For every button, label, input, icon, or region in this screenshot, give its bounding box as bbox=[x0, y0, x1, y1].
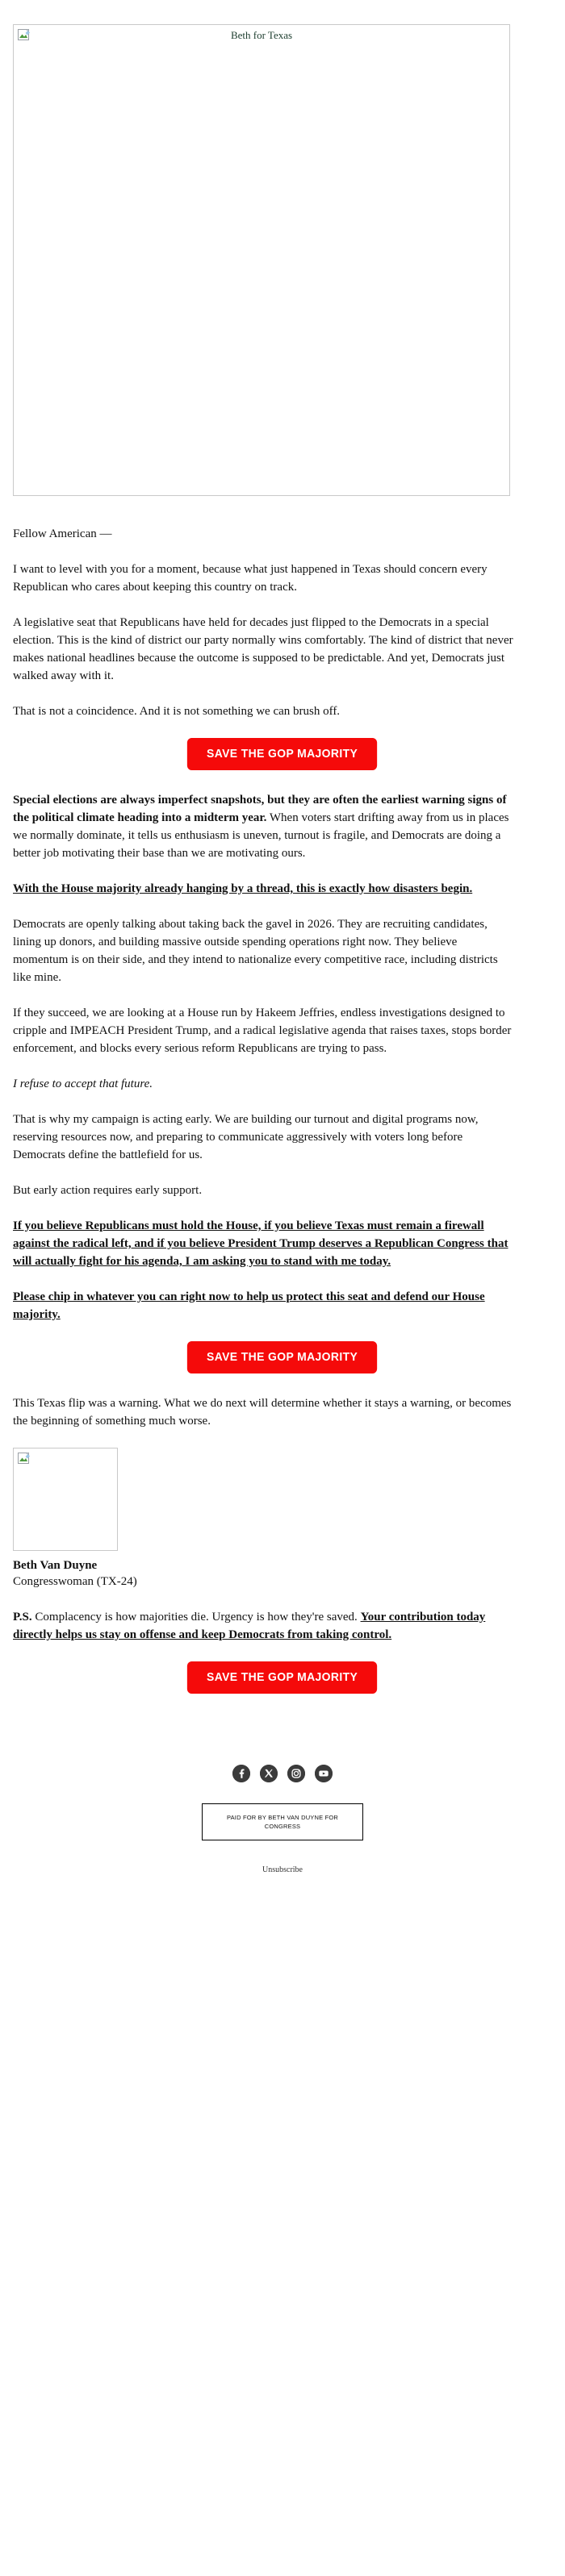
postscript bbox=[13, 1608, 513, 1644]
letter-body bbox=[0, 525, 565, 720]
hero-bottom-spacer bbox=[0, 496, 565, 525]
cta-row-3 bbox=[0, 1661, 565, 1694]
stand-with-me-link[interactable]: If you believe Republicans must hold the House, if you believe Texas must remain a firewall against the radical left, and if you believe President Trump deserves a Republican Congress that will actually fight for his agenda, I am asking you to stand with me today. bbox=[13, 1219, 508, 1268]
hero-image-alt-text: Beth for Texas bbox=[230, 29, 293, 41]
paragraph-9: That is why my campaign is acting early. We are building our turnout and digital programs now, reserving resources now, and preparing to communicate aggressively with voters long before Democrats define the battlefield for us. bbox=[13, 1113, 479, 1161]
chip-in-link[interactable]: Please chip in whatever you can right now to help us protect this seat and defend our House majority. bbox=[13, 1290, 485, 1321]
house-majority-link[interactable]: With the House majority already hanging by a thread, this is exactly how disasters begin. bbox=[13, 882, 473, 895]
paragraph-1: I want to level with you for a moment, because what just happened in Texas should concern every Republican who cares about keeping this country on track. bbox=[13, 563, 488, 594]
paragraph-4-rest: When voters start drifting away from us in places we normally dominate, it tells us enthusiasm is uneven, turnout is fragile, and Democrats are doing a better job motivating their base than we are motivating ours. bbox=[13, 811, 509, 860]
unsubscribe-row bbox=[13, 1861, 552, 1876]
paragraph-4-bold-lead: Special elections are always imperfect snapshots, but they are often the earliest warning signs of the political climate heading into a midterm year. bbox=[13, 794, 507, 824]
broken-image-icon bbox=[18, 1453, 31, 1465]
instagram-icon[interactable] bbox=[287, 1765, 305, 1782]
signature-title: Congresswoman (TX-24) bbox=[13, 1575, 137, 1588]
paid-for-by-disclaimer: PAID FOR BY BETH VAN DUYNE FOR CONGRESS bbox=[202, 1803, 363, 1840]
signature-name: Beth Van Duyne bbox=[13, 1559, 98, 1572]
signature-image-placeholder[interactable] bbox=[13, 1448, 118, 1551]
top-spacer bbox=[0, 0, 565, 24]
ps-text: Complacency is how majorities die. Urgency is how they're saved. bbox=[31, 1611, 361, 1624]
cta-row-2 bbox=[0, 1341, 565, 1373]
paragraph-8-italic: I refuse to accept that future. bbox=[13, 1078, 153, 1090]
hero-image-placeholder[interactable] bbox=[13, 24, 510, 496]
cta-row-1 bbox=[0, 738, 565, 770]
unsubscribe-link[interactable]: Unsubscribe bbox=[262, 1865, 303, 1874]
save-gop-majority-button-3[interactable]: SAVE THE GOP MAJORITY bbox=[187, 1661, 377, 1694]
salutation: Fellow American — bbox=[13, 527, 112, 540]
paragraph-10: But early action requires early support. bbox=[13, 1184, 203, 1197]
letter-body-2 bbox=[0, 791, 565, 1323]
paragraph-4 bbox=[13, 791, 513, 862]
save-gop-majority-button-2[interactable]: SAVE THE GOP MAJORITY bbox=[187, 1341, 377, 1373]
paragraph-11 bbox=[13, 1217, 513, 1270]
x-twitter-icon[interactable] bbox=[260, 1765, 278, 1782]
save-gop-majority-button-1[interactable]: SAVE THE GOP MAJORITY bbox=[187, 738, 377, 770]
paragraph-3: That is not a coincidence. And it is not something we can brush off. bbox=[13, 705, 341, 718]
letter-body-3 bbox=[0, 1394, 565, 1644]
youtube-icon[interactable] bbox=[315, 1765, 333, 1782]
facebook-icon[interactable] bbox=[232, 1765, 250, 1782]
ps-contribution-link[interactable]: Your contribution today directly helps us stay on offense and keep Democrats from taking control. bbox=[13, 1611, 486, 1641]
paragraph-5 bbox=[13, 880, 513, 898]
paragraph-12 bbox=[13, 1288, 513, 1323]
paragraph-2: A legislative seat that Republicans have held for decades just flipped to the Democrats in a special election. This is the kind of district our party normally wins comfortably. The kind of district that never makes national headlines because the outcome is supposed to be predictable. And yet, Democrats just walked away with it. bbox=[13, 616, 513, 682]
footer bbox=[0, 1715, 565, 1900]
ps-label: P.S. bbox=[13, 1611, 32, 1624]
paragraph-7: If they succeed, we are looking at a House run by Hakeem Jeffries, endless investigations designed to cripple and IMPEACH President Trump, and a radical legislative agenda that raises taxes, stops border enforcement, and blocks every serious reform Republicans are trying to pass. bbox=[13, 1007, 512, 1055]
paragraph-6: Democrats are openly talking about taking back the gavel in 2026. They are recruiting candidates, lining up donors, and building massive outside spending operations right now. They believe momentum is on their side, and they intend to nationalize every competitive race, including districts like mine. bbox=[13, 918, 498, 984]
paragraph-13: This Texas flip was a warning. What we do next will determine whether it stays a warning, or becomes the beginning of something much worse. bbox=[13, 1397, 512, 1428]
social-links-row bbox=[13, 1765, 552, 1782]
paragraph-8 bbox=[13, 1075, 513, 1093]
